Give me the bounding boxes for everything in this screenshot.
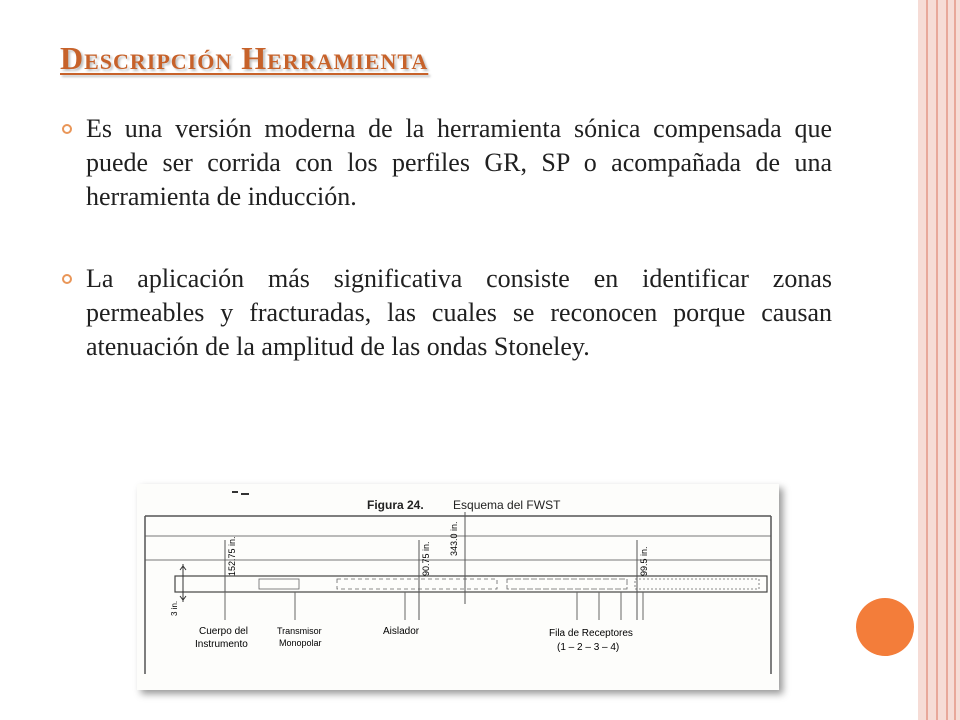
component-label: Aislador xyxy=(383,626,420,637)
dimension-label: 343.0 in. xyxy=(449,521,459,556)
dimension-label: 90.75 in. xyxy=(421,541,431,576)
component-label: Cuerpo del xyxy=(199,626,248,637)
slide-title: Descripción Herramienta xyxy=(60,40,429,76)
figure-number: Figura 24. xyxy=(367,498,424,512)
receiver-section xyxy=(507,579,627,589)
decorative-side-line xyxy=(936,0,938,720)
decorative-side-line xyxy=(954,0,956,720)
component-label: Fila de Receptores xyxy=(549,628,633,639)
decorative-side-line xyxy=(946,0,948,720)
component-label: Monopolar xyxy=(279,638,322,648)
bullet-circle-icon xyxy=(62,124,72,134)
component-label: Instrumento xyxy=(195,639,248,650)
component-label: Transmisor xyxy=(277,626,322,636)
decorative-side-line xyxy=(926,0,928,720)
figure-title: Esquema del FWST xyxy=(453,498,561,512)
bullet-item xyxy=(62,262,832,364)
tool-diagram-figure xyxy=(137,484,779,690)
tool-end-section xyxy=(635,579,759,589)
fwst-schematic xyxy=(137,484,779,690)
scan-mark xyxy=(232,492,249,494)
bullet-item xyxy=(62,112,832,214)
tool-body xyxy=(175,576,767,592)
dimension-label: 152.75 in. xyxy=(227,536,237,576)
decorative-orange-circle xyxy=(856,598,914,656)
bullet-text: La aplicación más significativa consiste en identificar zonas permeables y fracturadas, las cuales se reconocen porque causan atenuación de la amplitud de las ondas Stoneley. xyxy=(86,264,832,361)
dimension-label: 3 in. xyxy=(170,600,179,616)
bullet-circle-icon xyxy=(62,274,72,284)
bullet-list xyxy=(62,112,832,364)
isolator-section xyxy=(337,579,497,589)
bullet-text: Es una versión moderna de la herramienta sónica compensada que puede ser corrida con los perfiles GR, SP o acompañada de una herramienta de inducción. xyxy=(86,114,832,211)
transmitter-section xyxy=(259,579,299,589)
dimension-label: 99.5 in. xyxy=(639,546,649,576)
component-label: (1 – 2 – 3 – 4) xyxy=(557,642,620,653)
